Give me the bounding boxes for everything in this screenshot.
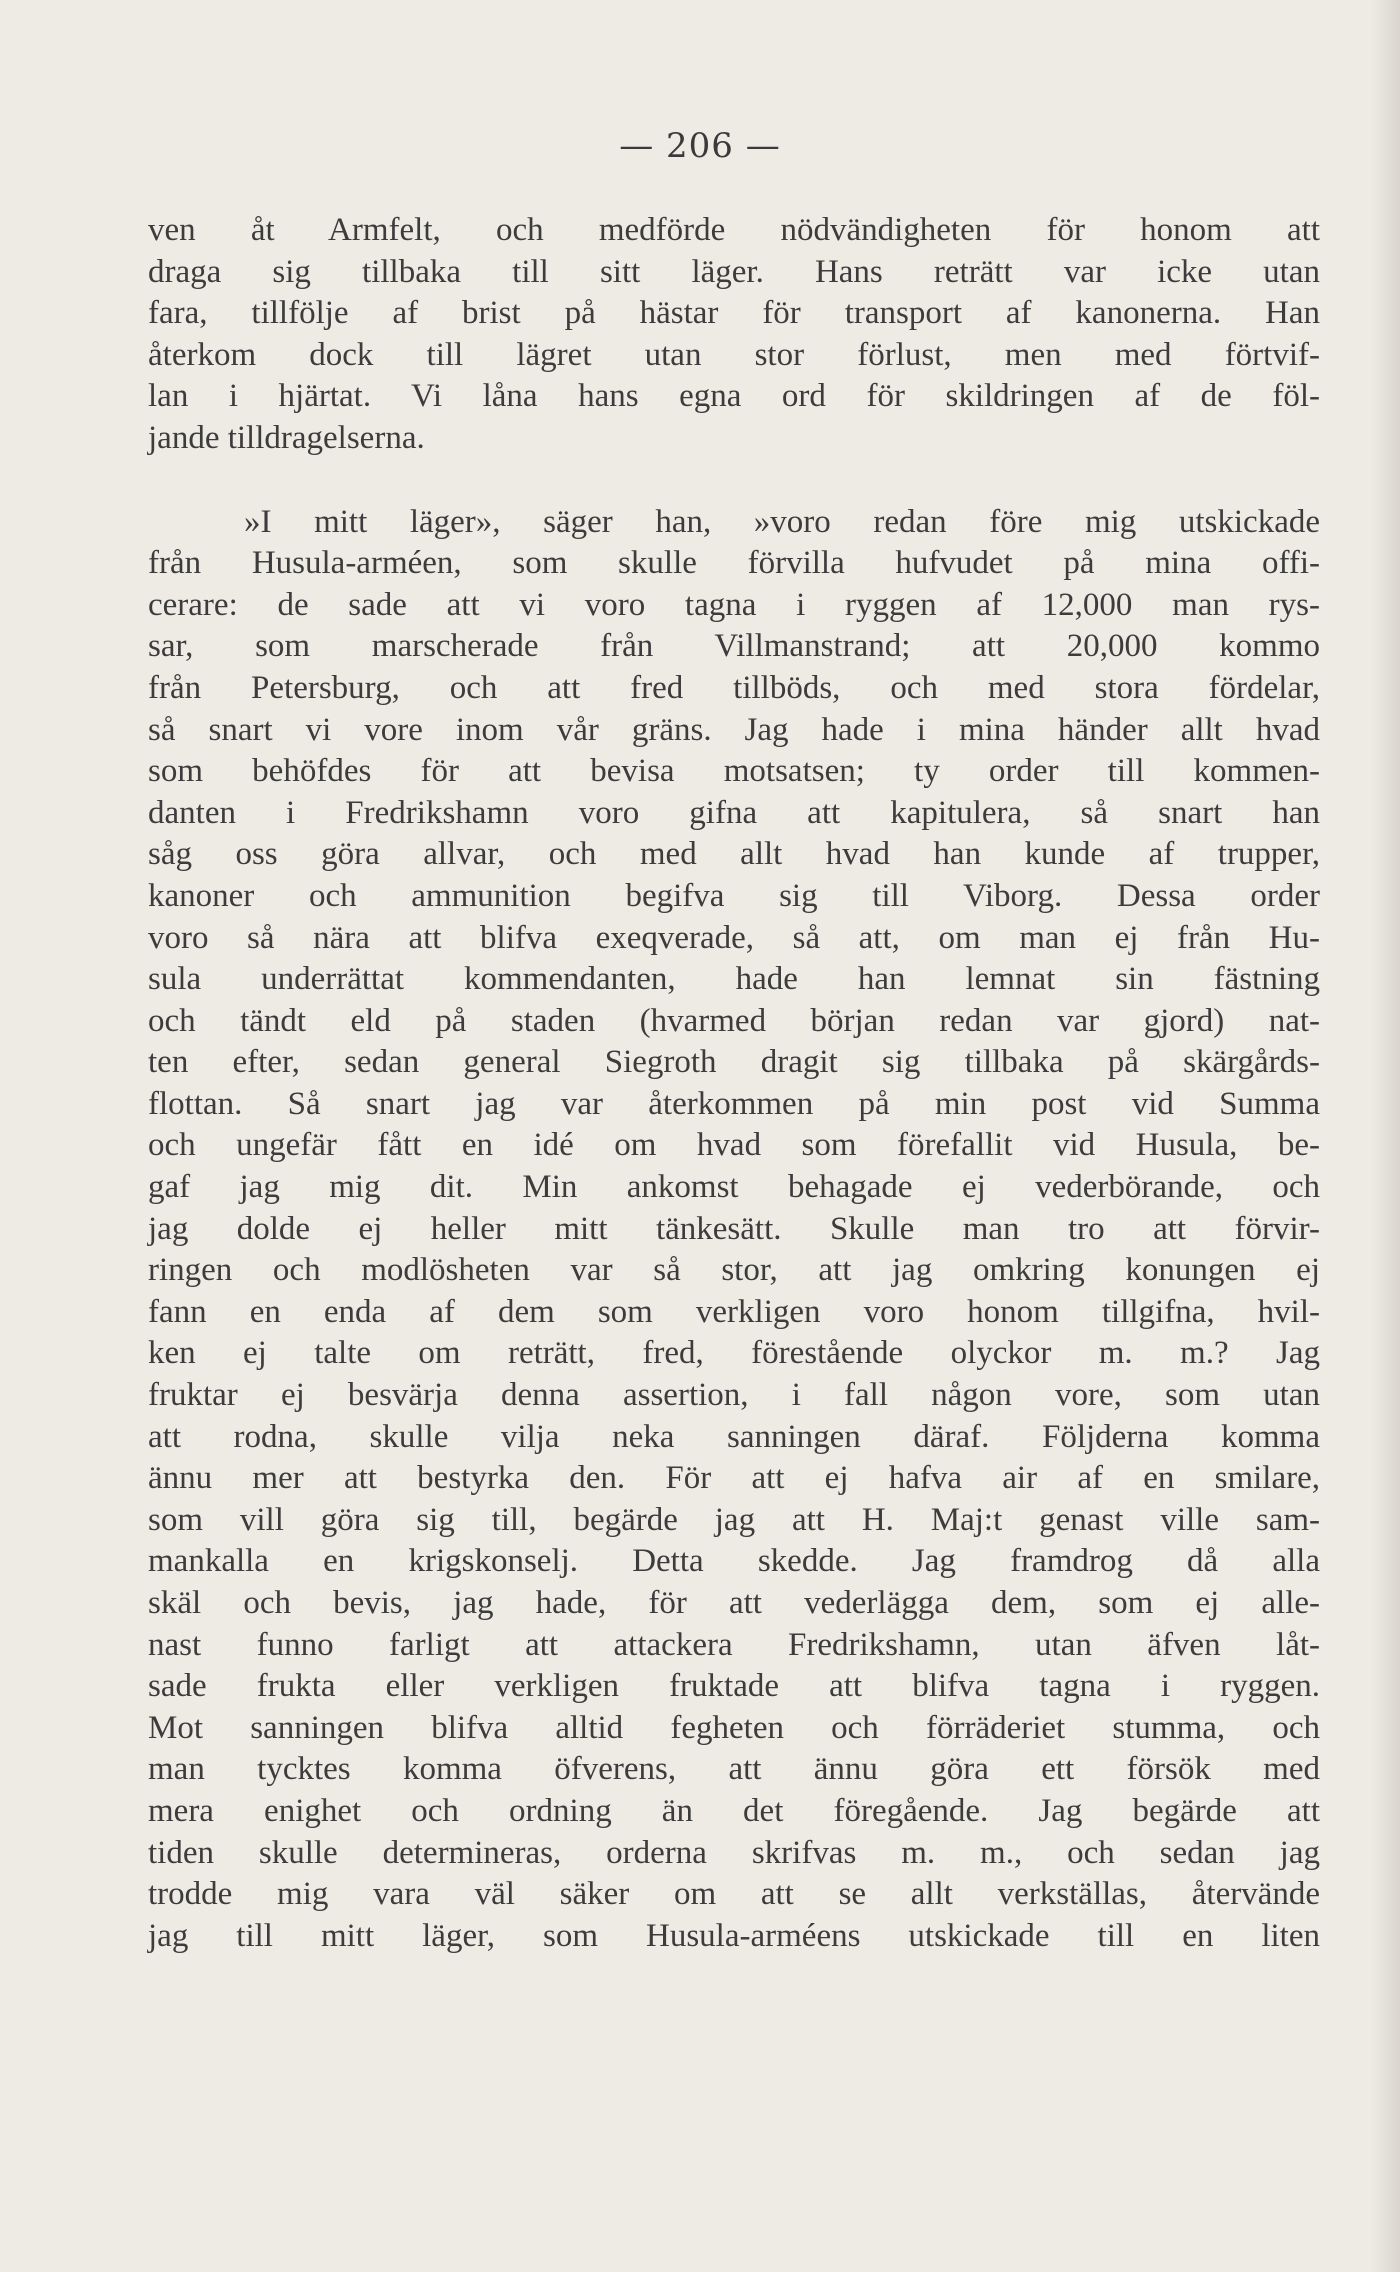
text-line: jag dolde ej heller mitt tänkesätt. Skulle man tro att förvir- [148,1210,1320,1247]
text-line: jande tilldragelserna. [148,419,425,456]
text-line: man tycktes komma öfverens, att ännu göra ett försök med [148,1751,1320,1788]
text-line: lan i hjärtat. Vi låna hans egna ord för skildringen af de föl- [148,378,1320,415]
text-line: ännu mer att bestyrka den. För att ej hafva air af en smilare, [148,1460,1320,1497]
text-line: gaf jag mig dit. Min ankomst behagade ej vederbörande, och [148,1169,1320,1206]
text-line: fann en enda af dem som verkligen voro honom tillgifna, hvil- [148,1293,1320,1330]
text-line: kanoner och ammunition begifva sig till Viborg. Dessa order [148,877,1320,914]
text-line: ringen och modlösheten var så stor, att jag omkring konungen ej [148,1252,1320,1289]
text-line: fara, tillfölje af brist på hästar för transport af kanonerna. Han [148,295,1320,332]
text-line: att rodna, skulle vilja neka sanningen däraf. Följderna komma [148,1418,1320,1455]
text-line: från Husula-arméen, som skulle förvilla hufvudet på mina offi- [148,545,1320,582]
text-line: mera enighet och ordning än det föregående. Jag begärde att [148,1792,1320,1829]
text-line: sar, som marscherade från Villmanstrand; att 20,000 kommo [148,628,1320,665]
text-line: och ungefär fått en idé om hvad som förefallit vid Husula, be- [148,1127,1320,1164]
text-line: mankalla en krigskonselj. Detta skedde. Jag framdrog då alla [148,1543,1320,1580]
text-line: fruktar ej besvärja denna assertion, i fall någon vore, som utan [148,1377,1320,1414]
text-line: återkom dock till lägret utan stor förlust, men med förtvif- [148,336,1320,373]
paragraph-gap [148,460,1320,502]
text-line: cerare: de sade att vi voro tagna i ryggen af 12,000 man rys- [148,586,1320,623]
text-line: sade frukta eller verkligen fruktade att blifva tagna i ryggen. [148,1668,1320,1705]
text-line: Mot sanningen blifva alltid fegheten och förräderiet stumma, och [148,1709,1320,1746]
paragraph [148,210,1320,460]
text-line: som vill göra sig till, begärde jag att H. Maj:t genast ville sam- [148,1501,1320,1538]
text-line: nast funno farligt att attackera Fredrikshamn, utan äfven låt- [148,1626,1320,1663]
text-line: från Petersburg, och att fred tillböds, och med stora fördelar, [148,669,1320,706]
paragraph [148,502,1320,1958]
text-line: så snart vi vore inom vår gräns. Jag hade i mina händer allt hvad [148,711,1320,748]
text-line: såg oss göra allvar, och med allt hvad han kunde af trupper, [148,836,1320,873]
text-line: flottan. Så snart jag var återkommen på min post vid Summa [148,1085,1320,1122]
text-line: »I mitt läger», säger han, »voro redan före mig utskickade [244,503,1320,540]
text-line: sula underrättat kommendanten, hade han lemnat sin fästning [148,961,1320,998]
text-line: draga sig tillbaka till sitt läger. Hans reträtt var icke utan [148,253,1320,290]
text-line: ken ej talte om reträtt, fred, förestående olyckor m. m.? Jag [148,1335,1320,1372]
text-line: trodde mig vara väl säker om att se allt verkställas, återvände [148,1876,1320,1913]
text-line: jag till mitt läger, som Husula-arméens utskickade till en liten [148,1917,1320,1954]
text-line: ven åt Armfelt, och medförde nödvändigheten för honom att [148,212,1320,248]
body-text [148,210,1320,1957]
text-line: som behöfdes för att bevisa motsatsen; ty order till kommen- [148,753,1320,790]
text-line: voro så nära att blifva exeqverade, så att, om man ej från Hu- [148,919,1320,956]
text-line: danten i Fredrikshamn voro gifna att kapitulera, så snart han [148,794,1320,831]
page-number: — 206 — [619,126,781,166]
text-line: tiden skulle determineras, orderna skrifvas m. m., och sedan jag [148,1834,1320,1871]
text-line: skäl och bevis, jag hade, för att vederlägga dem, som ej alle- [148,1585,1320,1621]
text-line: och tändt eld på staden (hvarmed början redan var gjord) nat- [148,1002,1320,1039]
text-line: ten efter, sedan general Siegroth dragit sig tillbaka på skärgårds- [148,1044,1320,1081]
page-edge-shadow [1370,0,1400,2272]
